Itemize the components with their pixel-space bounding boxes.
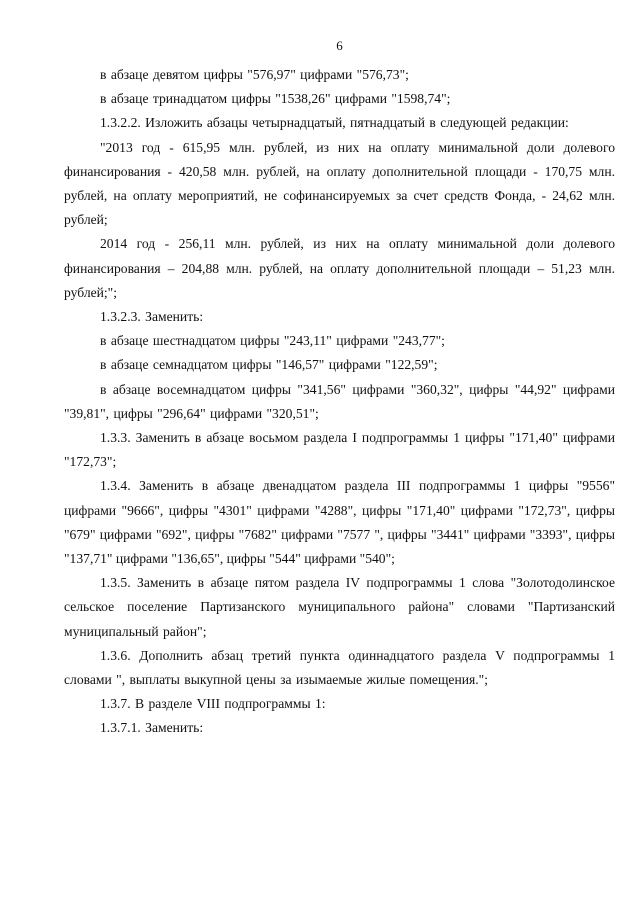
paragraph-1-3-5: 1.3.5. Заменить в абзаце пятом раздела IV подпрограммы 1 слова "Золотодолинское сельское поселение Партизанского муниципального района" словами "Партизанский муниципальный район";: [64, 575, 615, 639]
paragraph-2014-year: 2014 год - 256,11 млн. рублей, из них на оплату минимальной доли долевого финансирования – 204,88 млн. рублей, на оплату дополнительной площади – 51,23 млн. рублей;";: [64, 236, 615, 300]
paragraph-seventeenth: в абзаце семнадцатом цифры "146,57" цифрами "122,59";: [100, 357, 438, 373]
page-number: 6: [336, 38, 343, 53]
paragraph-ninth-paragraph: в абзаце девятом цифры "576,97" цифрами "576,73";: [100, 67, 409, 82]
paragraph-1-3-2-2: 1.3.2.2. Изложить абзацы четырнадцатый, пятнадцатый в следующей редакции:: [100, 115, 569, 131]
paragraph-eighteenth: в абзаце восемнадцатом цифры "341,56" цифрами "360,32", цифры "44,92" цифрами "39,81", цифры "296,64" цифрами "320,51";: [64, 381, 615, 421]
paragraph-thirteenth-paragraph: в абзаце тринадцатом цифры "1538,26" цифрами "1598,74";: [100, 91, 451, 107]
paragraph-1-3-7: 1.3.7. В разделе VIII подпрограммы 1:: [100, 696, 326, 712]
paragraph-sixteenth: в абзаце шестнадцатом цифры "243,11" цифрами "243,77";: [100, 333, 445, 349]
paragraph-2013-year: "2013 год - 615,95 млн. рублей, из них на оплату минимальной доли долевого финансирования - 420,58 млн. рублей, на оплату дополнительной площади - 170,75 млн. рублей, на оплату мероприятий, не софинансируемых за счет средств Фонда, - 24,62 млн. рублей;: [64, 139, 615, 228]
paragraph-1-3-3: 1.3.3. Заменить в абзаце восьмом раздела I подпрограммы 1 цифры "171,40" цифрами "172,73";: [64, 430, 615, 470]
paragraph-1-3-4: 1.3.4. Заменить в абзаце двенадцатом раздела III подпрограммы 1 цифры "9556" цифрами "9666", цифры "4301" цифрами "4288", цифры "171,40" цифрами "172,73", цифры "679" цифрами "692", цифры "7682" цифрами "7577 ", цифры "3441" цифрами "3393", цифры "137,71" цифрами "136,65", цифры "544" цифрами "540";: [64, 478, 615, 567]
paragraph-1-3-2-3: 1.3.2.3. Заменить:: [100, 309, 204, 325]
paragraph-1-3-6: 1.3.6. Дополнить абзац третий пункта одиннадцатого раздела V подпрограммы 1 словами ", выплаты выкупной цены за изымаемые жилые помещения.";: [64, 647, 615, 688]
paragraph-1-3-7-1: 1.3.7.1. Заменить:: [100, 720, 204, 736]
